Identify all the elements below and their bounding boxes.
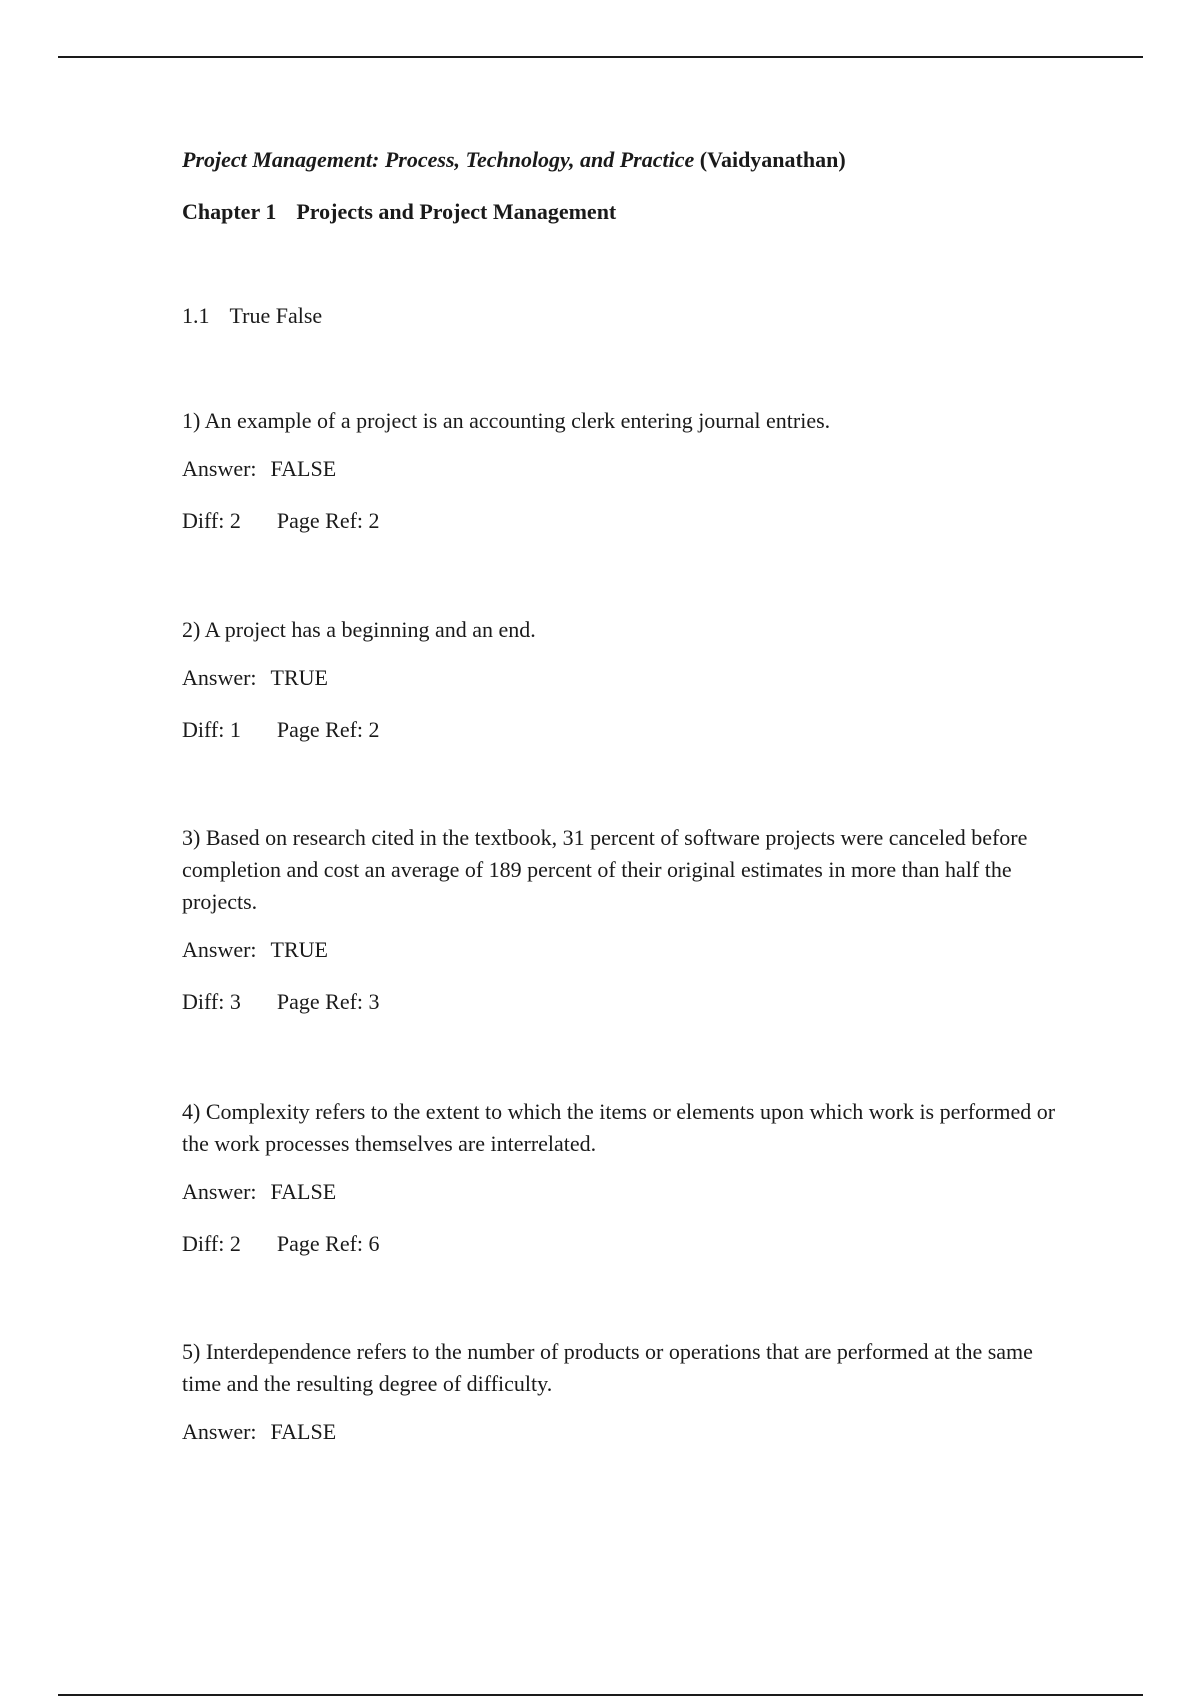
difficulty: Diff: 2 [182,508,241,533]
difficulty: Diff: 2 [182,1231,241,1256]
question-meta [182,988,1062,1016]
answer-label: Answer: [182,456,257,481]
question-answer [182,1178,1062,1206]
page-ref: Page Ref: 3 [276,989,380,1014]
answer-value: FALSE [270,1179,337,1204]
book-title [182,146,846,174]
question-answer [182,455,1062,483]
chapter-name: Projects and Project Management [296,199,617,224]
section-number: 1.1 [182,303,210,328]
question-item [182,614,1062,744]
page-ref: Page Ref: 2 [276,717,380,742]
question-answer [182,936,1062,964]
answer-value: FALSE [270,456,337,481]
answer-value: TRUE [270,665,328,690]
bottom-rule [58,1694,1143,1696]
top-rule [58,56,1143,58]
chapter-title [182,198,616,226]
question-answer [182,664,1062,692]
question-text: 4) Complexity refers to the extent to which the items or elements upon which work is performed or the work processes themselves are interrelated. [182,1099,1056,1156]
answer-label: Answer: [182,1419,257,1444]
page-ref: Page Ref: 6 [276,1231,380,1256]
question-meta [182,716,1062,744]
question-item [182,822,1062,1016]
answer-label: Answer: [182,1179,257,1204]
chapter-number: Chapter 1 [182,199,277,224]
question-item [182,1096,1062,1258]
question-item [182,1336,1062,1446]
difficulty: Diff: 1 [182,717,241,742]
section-title [182,302,322,330]
page-ref: Page Ref: 2 [276,508,380,533]
answer-value: TRUE [270,937,328,962]
question-text: 1) An example of a project is an accounting clerk entering journal entries. [182,408,831,433]
answer-label: Answer: [182,665,257,690]
book-title-text: Project Management: Process, Technology, and Practice [182,147,695,172]
question-text: 3) Based on research cited in the textbook, 31 percent of software projects were canceled before completion and cost an average of 189 percent of their original estimates in more than half the projects. [182,825,1028,914]
question-answer [182,1418,1062,1446]
question-meta [182,507,1062,535]
book-author: (Vaidyanathan) [699,147,846,172]
answer-value: FALSE [270,1419,337,1444]
question-meta [182,1230,1062,1258]
difficulty: Diff: 3 [182,989,241,1014]
answer-label: Answer: [182,937,257,962]
question-text: 2) A project has a beginning and an end. [182,617,536,642]
question-text: 5) Interdependence refers to the number of products or operations that are performed at the same time and the resulting degree of difficulty. [182,1339,1033,1396]
section-name: True False [229,303,323,328]
question-item [182,405,1062,535]
